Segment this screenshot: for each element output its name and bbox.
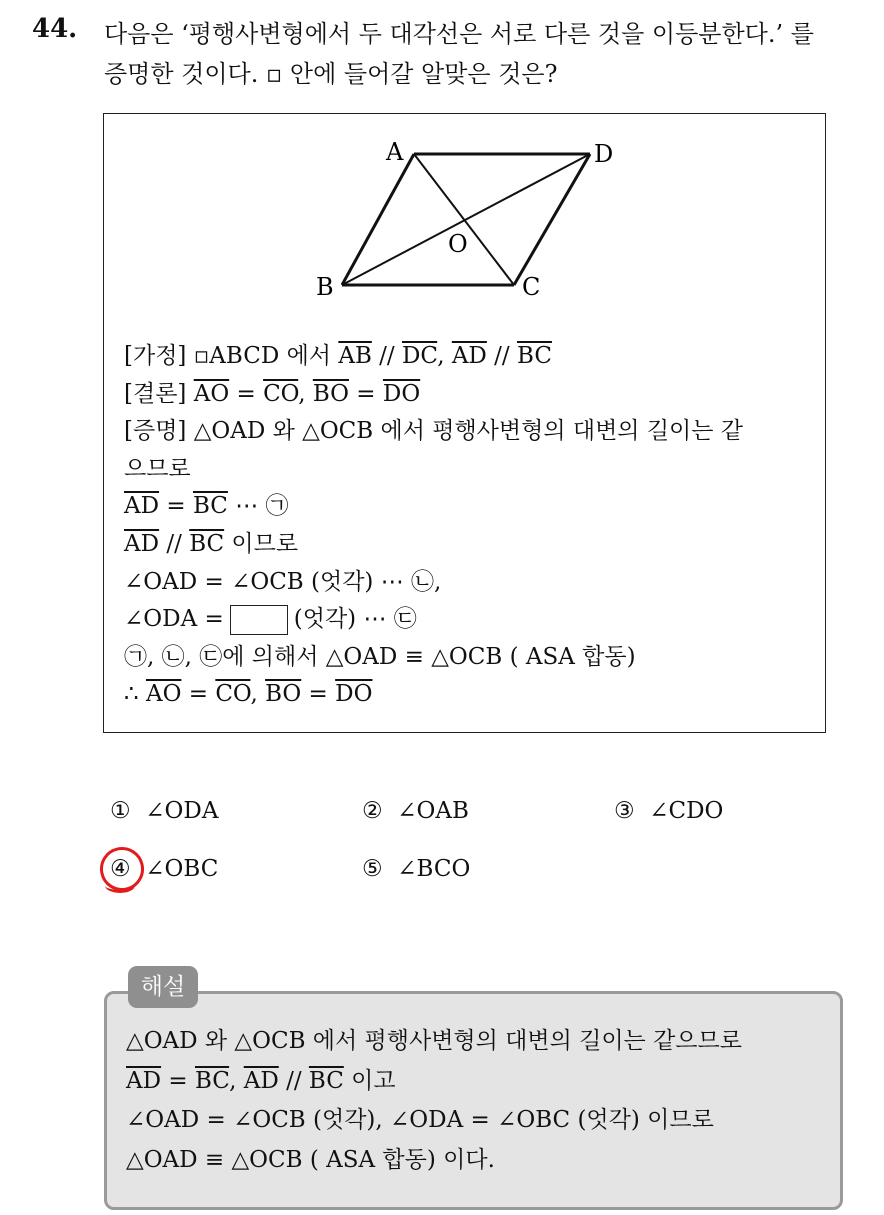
choice-1[interactable]: ① ∠ODA <box>110 798 219 824</box>
proof-text <box>124 338 814 714</box>
explanation-tab: 해설 <box>128 966 198 1008</box>
selected-answer-circle-tail <box>105 878 135 893</box>
proof-assumption: [가정] ▫ABCD 에서 $\overline{AB} // \overline{DC}$, $\overline{AD} // \overline{BC}$ <box>124 343 552 369</box>
label-o: O <box>448 230 468 258</box>
answer-blank <box>230 605 288 635</box>
proof-line-3: [증명] △OAD 와 △OCB 에서 평행사변형의 대변의 길이는 같 <box>124 418 743 445</box>
label-c: C <box>522 273 541 301</box>
explanation-line-4: △OAD ≡ △OCB ( ASA 합동) 이다. <box>126 1146 495 1173</box>
explanation-text <box>126 1022 836 1180</box>
choice-4[interactable]: ④ ∠OBC <box>110 856 219 882</box>
label-a: A <box>386 138 404 166</box>
proof-line-4: 으므로 <box>124 455 191 482</box>
proof-line-10: ∴ $\overline{AO} = \overline{CO}$, $\overline{BO} = \overline{DO}$ <box>124 681 373 708</box>
proof-conclusion: [결론] $\overline{AO} = \overline{CO}$, $\overline{BO} = \overline{DO}$ <box>124 380 421 407</box>
proof-box <box>103 113 826 733</box>
parallelogram-figure <box>104 114 824 314</box>
label-d: D <box>594 140 614 168</box>
question-line-2: 증명한 것이다. ▫ 안에 들어갈 알맞은 것은? <box>104 60 558 88</box>
explanation-line-3: ∠OAD = ∠OCB (엇각), ∠ODA = ∠OBC (엇각) 이므로 <box>126 1107 714 1133</box>
explanation-line-2: $\overline{AD} = \overline{BC}$, $\overline{AD} // \overline{BC}$ 이고 <box>126 1067 396 1094</box>
question-text <box>104 14 874 94</box>
explanation-line-1: △OAD 와 △OCB 에서 평행사변형의 대변의 길이는 같으므로 <box>126 1028 742 1054</box>
label-b: B <box>316 273 334 301</box>
question-line-1: 다음은 ‘평행사변형에서 두 대각선은 서로 다른 것을 이등분한다.’ 를 <box>104 20 814 48</box>
choice-3[interactable]: ③ ∠CDO <box>614 798 724 824</box>
question-number: 44. <box>32 14 78 44</box>
proof-line-6: $\overline{AD} // \overline{BC}$ 이므로 <box>124 530 299 557</box>
proof-line-9: ㉠, ㉡, ㉢에 의해서 △OAD ≡ △OCB ( ASA 합동) <box>124 643 636 670</box>
choice-2[interactable]: ② ∠OAB <box>362 798 469 824</box>
proof-line-7: ∠OAD = ∠OCB (엇각) ⋯ ㉡, <box>124 568 442 595</box>
proof-line-8: ∠ODA = (엇각) ⋯ ㉢ <box>124 601 814 639</box>
choice-5[interactable]: ⑤ ∠BCO <box>362 856 471 882</box>
proof-line-5: $\overline{AD} = \overline{BC}$ ⋯ ㉠ <box>124 493 289 520</box>
